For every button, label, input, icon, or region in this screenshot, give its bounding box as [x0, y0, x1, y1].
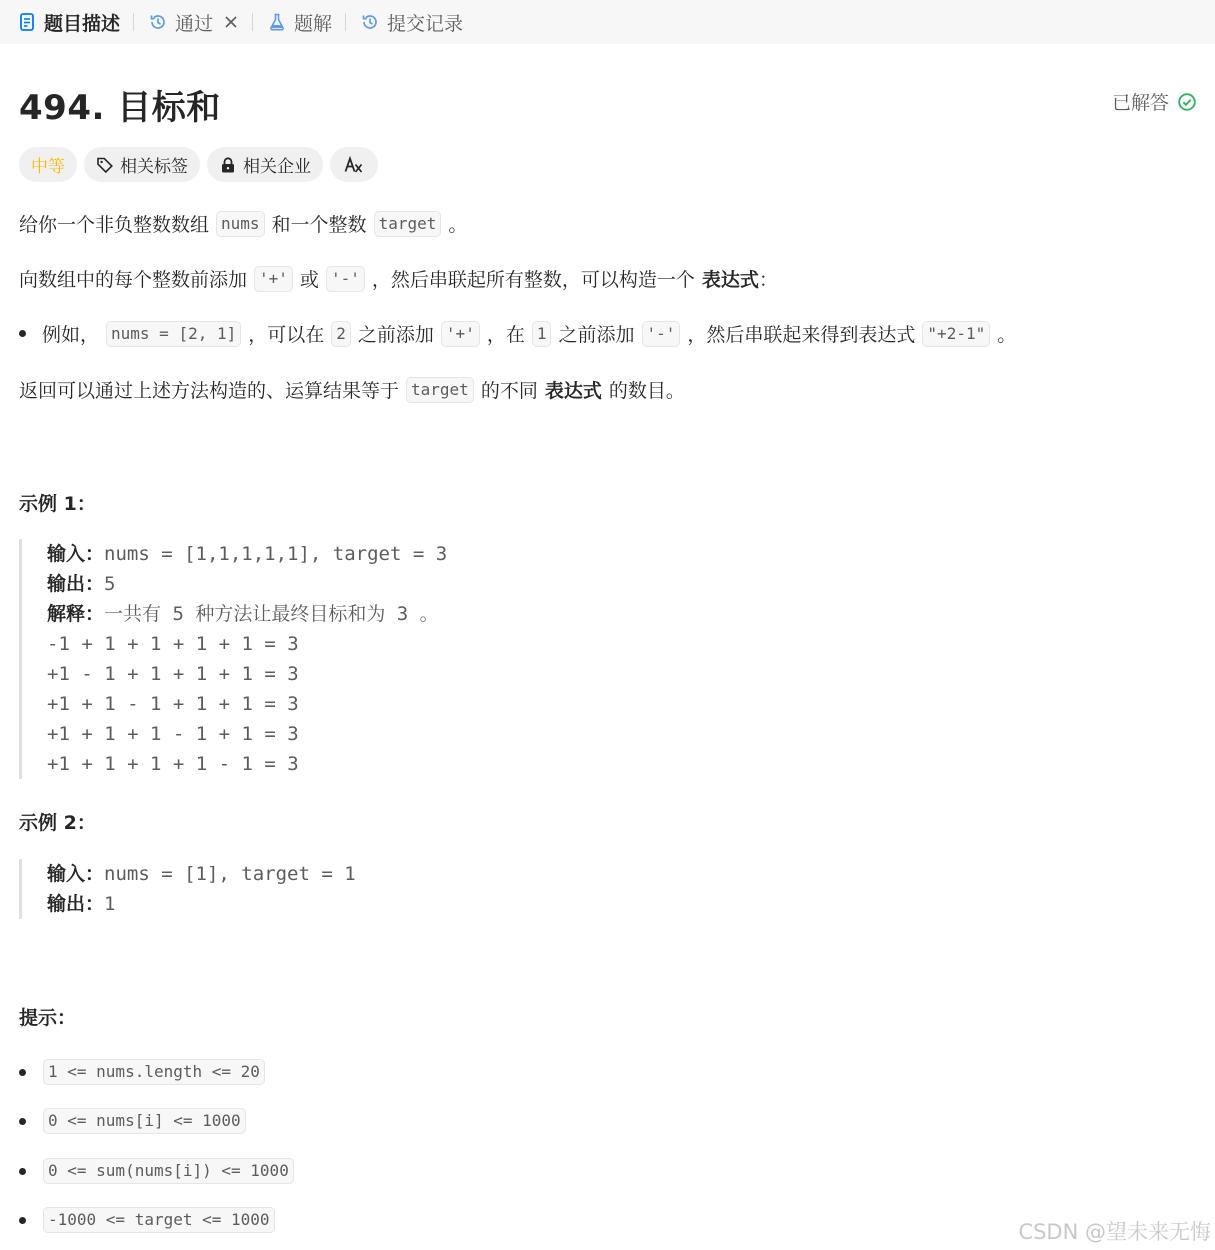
example-line: -1 + 1 + 1 + 1 + 1 = 3: [47, 633, 299, 655]
lock-icon: [219, 156, 237, 174]
tab-divider: [133, 13, 134, 31]
text: 。: [448, 214, 468, 236]
example-input: [47, 859, 356, 889]
explanation-label: 解释：: [47, 603, 105, 625]
tab-description[interactable]: [16, 0, 120, 44]
text: 之前添加: [357, 324, 434, 346]
bullet-dot: [19, 1168, 26, 1175]
text: ，可以在: [248, 324, 325, 346]
translate-button[interactable]: [330, 147, 378, 182]
hint-item: [19, 1059, 272, 1085]
text: ，然后串联起来得到表达式: [687, 324, 916, 346]
bold-text: 表达式: [701, 269, 759, 291]
input-value: nums = [1,1,1,1,1], target = 3: [104, 543, 448, 565]
tab-submissions-label: 提交记录: [387, 12, 464, 35]
text: ：: [758, 269, 778, 291]
history-icon: [147, 11, 169, 33]
inline-code: 0 <= sum(nums[i]) <= 1000: [43, 1158, 294, 1184]
example-output: [47, 889, 356, 919]
tab-submissions[interactable]: [359, 0, 463, 44]
inline-code: -1000 <= target <= 1000: [43, 1207, 275, 1233]
example-1-title: 示例 1：: [19, 493, 96, 515]
text: 向数组中的每个整数前添加: [19, 269, 248, 291]
output-label: 输出：: [47, 893, 105, 915]
text: 和一个整数: [271, 214, 367, 236]
tab-solutions-label: 题解: [294, 12, 333, 35]
text: ，在: [486, 324, 525, 346]
difficulty-badge: 中等: [19, 147, 77, 182]
text: 给你一个非负整数数组: [19, 214, 210, 236]
bullet-dot: [19, 330, 26, 337]
input-label: 输入：: [47, 863, 105, 885]
inline-code: '-': [642, 321, 681, 347]
text: ，然后串联起所有整数，可以构造一个: [371, 269, 695, 291]
tab-bar: [0, 0, 1215, 44]
example-line: +1 + 1 + 1 - 1 + 1 = 3: [47, 723, 299, 745]
tab-accepted-label: 通过: [175, 12, 214, 35]
input-value: nums = [1], target = 1: [104, 863, 356, 885]
text: 之前添加: [558, 324, 635, 346]
explanation-value: 一共有 5 种方法让最终目标和为 3 。: [104, 603, 439, 625]
output-value: 1: [104, 893, 116, 915]
text: 的不同: [480, 380, 538, 402]
problem-title: 494. 目标和: [19, 88, 221, 128]
related-tags-label: 相关标签: [120, 157, 188, 177]
description-paragraph-3: [19, 376, 685, 403]
close-icon[interactable]: [223, 14, 239, 30]
bold-text: 表达式: [544, 380, 602, 402]
tags-row: [19, 147, 385, 182]
document-icon: [16, 11, 38, 33]
text: 例如，: [42, 324, 100, 346]
input-label: 输入：: [47, 543, 105, 565]
example-input: [47, 539, 447, 569]
inline-code: 1 <= nums.length <= 20: [43, 1059, 265, 1085]
tab-divider: [345, 13, 346, 31]
text: 返回可以通过上述方法构造的、运算结果等于: [19, 380, 400, 402]
description-bullet: [19, 320, 1016, 347]
related-tags-button[interactable]: [84, 147, 200, 182]
hint-item: [19, 1108, 253, 1134]
bullet-dot: [19, 1118, 26, 1125]
example-output: [47, 569, 447, 599]
tab-divider: [252, 13, 253, 31]
example-line: +1 - 1 + 1 + 1 + 1 = 3: [47, 663, 299, 685]
translate-icon: [343, 156, 365, 174]
history-icon: [359, 11, 381, 33]
related-companies-label: 相关企业: [243, 157, 311, 177]
inline-code: 2: [331, 321, 351, 347]
inline-code: nums: [216, 211, 265, 237]
tab-accepted[interactable]: [147, 0, 239, 44]
flask-icon: [266, 11, 288, 33]
solved-status: [1112, 88, 1197, 115]
inline-code: 0 <= nums[i] <= 1000: [43, 1108, 246, 1134]
bullet-dot: [19, 1217, 26, 1224]
description-paragraph-1: [19, 210, 467, 237]
inline-code: '+': [441, 321, 480, 347]
related-companies-button[interactable]: [207, 147, 323, 182]
example-line: +1 + 1 - 1 + 1 + 1 = 3: [47, 693, 299, 715]
inline-code: 1: [532, 321, 552, 347]
check-circle-icon: [1177, 92, 1197, 112]
description-paragraph-2: [19, 265, 778, 292]
text: 的数目。: [608, 380, 685, 402]
inline-code: target: [374, 211, 442, 237]
example-2-title: 示例 2：: [19, 812, 96, 834]
tab-description-label: 题目描述: [44, 12, 121, 35]
solved-label: 已解答: [1111, 92, 1169, 114]
hints-title: 提示：: [19, 1007, 77, 1029]
inline-code: '-': [326, 266, 365, 292]
inline-code: '+': [254, 266, 293, 292]
bullet-dot: [19, 1069, 26, 1076]
tag-icon: [96, 156, 114, 174]
output-label: 输出：: [47, 573, 105, 595]
text: 或: [299, 269, 319, 291]
watermark: CSDN @望未来无悔: [1018, 1220, 1211, 1244]
hint-item: [19, 1158, 301, 1184]
tab-solutions[interactable]: [266, 0, 332, 44]
hint-item: [19, 1207, 282, 1233]
inline-code: target: [406, 377, 474, 403]
example-1-block: [19, 539, 447, 779]
text: 。: [997, 324, 1017, 346]
inline-code: nums = [2, 1]: [106, 321, 241, 347]
inline-code: "+2-1": [922, 321, 990, 347]
example-line: +1 + 1 + 1 + 1 - 1 = 3: [47, 753, 299, 775]
example-2-block: [19, 859, 356, 919]
output-value: 5: [104, 573, 116, 595]
example-explanation: [47, 599, 447, 629]
